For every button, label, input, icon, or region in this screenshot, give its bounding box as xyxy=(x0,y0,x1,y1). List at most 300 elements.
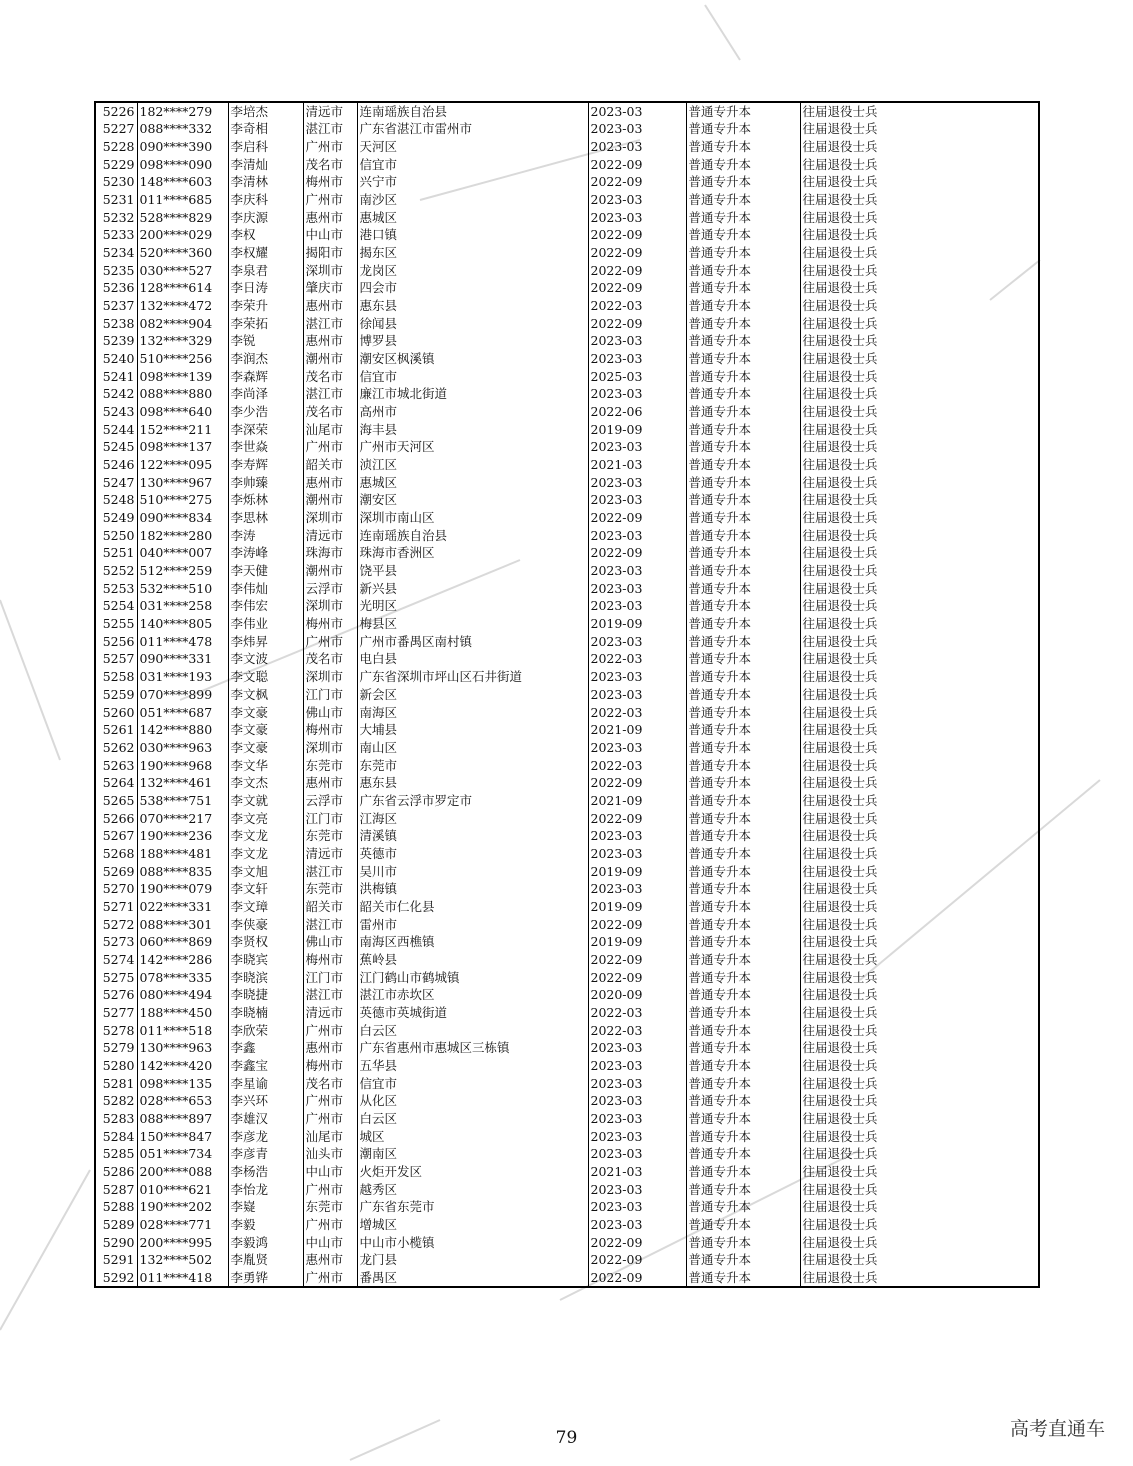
id-cell: 182****279 xyxy=(137,102,228,120)
name-cell: 李炜昇 xyxy=(228,632,303,650)
city-cell: 惠州市 xyxy=(303,774,357,792)
id-cell: 512****259 xyxy=(137,562,228,580)
id-cell: 200****029 xyxy=(137,226,228,244)
category-cell: 普通专升本 xyxy=(686,1004,800,1022)
type-cell: 往届退役士兵 xyxy=(800,226,1039,244)
serial-cell: 5242 xyxy=(95,385,137,403)
city-cell: 惠州市 xyxy=(303,1251,357,1269)
table-row xyxy=(95,1092,1039,1110)
type-cell: 往届退役士兵 xyxy=(800,827,1039,845)
category-cell: 普通专升本 xyxy=(686,491,800,509)
district-cell: 海丰县 xyxy=(357,420,588,438)
city-cell: 肇庆市 xyxy=(303,279,357,297)
category-cell: 普通专升本 xyxy=(686,933,800,951)
date-cell: 2023-03 xyxy=(588,491,686,509)
serial-cell: 5227 xyxy=(95,120,137,138)
serial-cell: 5292 xyxy=(95,1269,137,1287)
category-cell: 普通专升本 xyxy=(686,385,800,403)
table-row xyxy=(95,1251,1039,1269)
name-cell: 李彦青 xyxy=(228,1145,303,1163)
type-cell: 往届退役士兵 xyxy=(800,403,1039,421)
city-cell: 潮州市 xyxy=(303,562,357,580)
records-table xyxy=(94,101,1040,1288)
city-cell: 广州市 xyxy=(303,1110,357,1128)
date-cell: 2022-09 xyxy=(588,968,686,986)
serial-cell: 5262 xyxy=(95,739,137,757)
name-cell: 李涛 xyxy=(228,526,303,544)
name-cell: 李嶷 xyxy=(228,1198,303,1216)
city-cell: 珠海市 xyxy=(303,544,357,562)
city-cell: 清远市 xyxy=(303,526,357,544)
name-cell: 李文就 xyxy=(228,792,303,810)
brand-watermark-text: 高考直通车 xyxy=(1009,1418,1105,1440)
category-cell: 普通专升本 xyxy=(686,650,800,668)
category-cell: 普通专升本 xyxy=(686,703,800,721)
city-cell: 深圳市 xyxy=(303,261,357,279)
city-cell: 东莞市 xyxy=(303,756,357,774)
date-cell: 2023-03 xyxy=(588,1216,686,1234)
serial-cell: 5268 xyxy=(95,845,137,863)
category-cell: 普通专升本 xyxy=(686,332,800,350)
id-cell: 182****280 xyxy=(137,526,228,544)
date-cell: 2021-09 xyxy=(588,792,686,810)
serial-cell: 5277 xyxy=(95,1004,137,1022)
city-cell: 江门市 xyxy=(303,968,357,986)
city-cell: 揭阳市 xyxy=(303,244,357,262)
district-cell: 高州市 xyxy=(357,403,588,421)
date-cell: 2022-09 xyxy=(588,809,686,827)
date-cell: 2023-03 xyxy=(588,845,686,863)
district-cell: 广东省东莞市 xyxy=(357,1198,588,1216)
district-cell: 连南瑶族自治县 xyxy=(357,102,588,120)
district-cell: 白云区 xyxy=(357,1110,588,1128)
type-cell: 往届退役士兵 xyxy=(800,526,1039,544)
city-cell: 湛江市 xyxy=(303,120,357,138)
district-cell: 天河区 xyxy=(357,138,588,156)
type-cell: 往届退役士兵 xyxy=(800,1092,1039,1110)
district-cell: 中山市小榄镇 xyxy=(357,1233,588,1251)
serial-cell: 5233 xyxy=(95,226,137,244)
name-cell: 李烁林 xyxy=(228,491,303,509)
id-cell: 070****899 xyxy=(137,686,228,704)
category-cell: 普通专升本 xyxy=(686,473,800,491)
city-cell: 潮州市 xyxy=(303,350,357,368)
category-cell: 普通专升本 xyxy=(686,350,800,368)
category-cell: 普通专升本 xyxy=(686,1092,800,1110)
id-cell: 152****211 xyxy=(137,420,228,438)
category-cell: 普通专升本 xyxy=(686,862,800,880)
type-cell: 往届退役士兵 xyxy=(800,544,1039,562)
name-cell: 李毅 xyxy=(228,1216,303,1234)
city-cell: 广州市 xyxy=(303,191,357,209)
date-cell: 2023-03 xyxy=(588,880,686,898)
name-cell: 李奇相 xyxy=(228,120,303,138)
district-cell: 洪梅镇 xyxy=(357,880,588,898)
name-cell: 李兴环 xyxy=(228,1092,303,1110)
category-cell: 普通专升本 xyxy=(686,686,800,704)
date-cell: 2022-03 xyxy=(588,650,686,668)
date-cell: 2023-03 xyxy=(588,526,686,544)
date-cell: 2023-03 xyxy=(588,1145,686,1163)
city-cell: 茂名市 xyxy=(303,403,357,421)
city-cell: 梅州市 xyxy=(303,951,357,969)
type-cell: 往届退役士兵 xyxy=(800,1039,1039,1057)
category-cell: 普通专升本 xyxy=(686,138,800,156)
city-cell: 湛江市 xyxy=(303,986,357,1004)
table-row xyxy=(95,1127,1039,1145)
type-cell: 往届退役士兵 xyxy=(800,173,1039,191)
district-cell: 城区 xyxy=(357,1127,588,1145)
district-cell: 惠城区 xyxy=(357,208,588,226)
date-cell: 2022-09 xyxy=(588,951,686,969)
date-cell: 2023-03 xyxy=(588,1127,686,1145)
district-cell: 信宜市 xyxy=(357,367,588,385)
city-cell: 中山市 xyxy=(303,1163,357,1181)
table-row xyxy=(95,756,1039,774)
table-row xyxy=(95,1039,1039,1057)
serial-cell: 5253 xyxy=(95,579,137,597)
date-cell: 2023-03 xyxy=(588,1092,686,1110)
type-cell: 往届退役士兵 xyxy=(800,986,1039,1004)
category-cell: 普通专升本 xyxy=(686,155,800,173)
category-cell: 普通专升本 xyxy=(686,721,800,739)
date-cell: 2022-09 xyxy=(588,314,686,332)
serial-cell: 5278 xyxy=(95,1021,137,1039)
city-cell: 湛江市 xyxy=(303,314,357,332)
district-cell: 江海区 xyxy=(357,809,588,827)
id-cell: 190****236 xyxy=(137,827,228,845)
district-cell: 港口镇 xyxy=(357,226,588,244)
name-cell: 李怡龙 xyxy=(228,1180,303,1198)
city-cell: 广州市 xyxy=(303,632,357,650)
category-cell: 普通专升本 xyxy=(686,774,800,792)
table-row xyxy=(95,1198,1039,1216)
district-cell: 潮安区枫溪镇 xyxy=(357,350,588,368)
serial-cell: 5230 xyxy=(95,173,137,191)
city-cell: 深圳市 xyxy=(303,597,357,615)
id-cell: 090****834 xyxy=(137,509,228,527)
category-cell: 普通专升本 xyxy=(686,279,800,297)
name-cell: 李伟灿 xyxy=(228,579,303,597)
table-row xyxy=(95,226,1039,244)
id-cell: 080****494 xyxy=(137,986,228,1004)
id-cell: 051****687 xyxy=(137,703,228,721)
district-cell: 龙岗区 xyxy=(357,261,588,279)
serial-cell: 5258 xyxy=(95,668,137,686)
date-cell: 2022-09 xyxy=(588,1233,686,1251)
category-cell: 普通专升本 xyxy=(686,1251,800,1269)
date-cell: 2022-03 xyxy=(588,703,686,721)
table-row xyxy=(95,739,1039,757)
city-cell: 广州市 xyxy=(303,1180,357,1198)
name-cell: 李鑫 xyxy=(228,1039,303,1057)
type-cell: 往届退役士兵 xyxy=(800,703,1039,721)
serial-cell: 5290 xyxy=(95,1233,137,1251)
type-cell: 往届退役士兵 xyxy=(800,968,1039,986)
table-row xyxy=(95,1180,1039,1198)
serial-cell: 5226 xyxy=(95,102,137,120)
city-cell: 清远市 xyxy=(303,102,357,120)
serial-cell: 5281 xyxy=(95,1074,137,1092)
district-cell: 电白县 xyxy=(357,650,588,668)
type-cell: 往届退役士兵 xyxy=(800,332,1039,350)
id-cell: 190****079 xyxy=(137,880,228,898)
city-cell: 东莞市 xyxy=(303,880,357,898)
table-row xyxy=(95,1269,1039,1287)
city-cell: 茂名市 xyxy=(303,1074,357,1092)
district-cell: 珠海市香洲区 xyxy=(357,544,588,562)
date-cell: 2025-03 xyxy=(588,367,686,385)
date-cell: 2023-03 xyxy=(588,632,686,650)
city-cell: 广州市 xyxy=(303,1269,357,1287)
name-cell: 李荣升 xyxy=(228,297,303,315)
table-row xyxy=(95,367,1039,385)
id-cell: 088****301 xyxy=(137,915,228,933)
name-cell: 李涛峰 xyxy=(228,544,303,562)
serial-cell: 5270 xyxy=(95,880,137,898)
category-cell: 普通专升本 xyxy=(686,1180,800,1198)
category-cell: 普通专升本 xyxy=(686,438,800,456)
type-cell: 往届退役士兵 xyxy=(800,1269,1039,1287)
date-cell: 2023-03 xyxy=(588,1110,686,1128)
serial-cell: 5251 xyxy=(95,544,137,562)
city-cell: 惠州市 xyxy=(303,297,357,315)
name-cell: 李侠豪 xyxy=(228,915,303,933)
city-cell: 深圳市 xyxy=(303,668,357,686)
date-cell: 2019-09 xyxy=(588,933,686,951)
name-cell: 李启科 xyxy=(228,138,303,156)
type-cell: 往届退役士兵 xyxy=(800,1180,1039,1198)
table-row xyxy=(95,1216,1039,1234)
date-cell: 2022-09 xyxy=(588,544,686,562)
date-cell: 2023-03 xyxy=(588,332,686,350)
category-cell: 普通专升本 xyxy=(686,173,800,191)
id-cell: 132****461 xyxy=(137,774,228,792)
table-row xyxy=(95,1057,1039,1075)
table-row xyxy=(95,1074,1039,1092)
type-cell: 往届退役士兵 xyxy=(800,438,1039,456)
type-cell: 往届退役士兵 xyxy=(800,615,1039,633)
category-cell: 普通专升本 xyxy=(686,1057,800,1075)
table-row xyxy=(95,862,1039,880)
category-cell: 普通专升本 xyxy=(686,632,800,650)
serial-cell: 5289 xyxy=(95,1216,137,1234)
date-cell: 2023-03 xyxy=(588,562,686,580)
name-cell: 李权 xyxy=(228,226,303,244)
date-cell: 2023-03 xyxy=(588,473,686,491)
id-cell: 070****217 xyxy=(137,809,228,827)
category-cell: 普通专升本 xyxy=(686,739,800,757)
type-cell: 往届退役士兵 xyxy=(800,579,1039,597)
table-row xyxy=(95,385,1039,403)
serial-cell: 5260 xyxy=(95,703,137,721)
table-row xyxy=(95,314,1039,332)
name-cell: 李毅鸿 xyxy=(228,1233,303,1251)
category-cell: 普通专升本 xyxy=(686,120,800,138)
category-cell: 普通专升本 xyxy=(686,544,800,562)
name-cell: 李文亮 xyxy=(228,809,303,827)
id-cell: 130****963 xyxy=(137,1039,228,1057)
category-cell: 普通专升本 xyxy=(686,208,800,226)
district-cell: 新兴县 xyxy=(357,579,588,597)
name-cell: 李雄汉 xyxy=(228,1110,303,1128)
city-cell: 梅州市 xyxy=(303,173,357,191)
name-cell: 李伟宏 xyxy=(228,597,303,615)
type-cell: 往届退役士兵 xyxy=(800,721,1039,739)
serial-cell: 5272 xyxy=(95,915,137,933)
category-cell: 普通专升本 xyxy=(686,1145,800,1163)
type-cell: 往届退役士兵 xyxy=(800,809,1039,827)
city-cell: 梅州市 xyxy=(303,1057,357,1075)
id-cell: 088****332 xyxy=(137,120,228,138)
id-cell: 200****088 xyxy=(137,1163,228,1181)
serial-cell: 5250 xyxy=(95,526,137,544)
serial-cell: 5267 xyxy=(95,827,137,845)
id-cell: 088****897 xyxy=(137,1110,228,1128)
city-cell: 梅州市 xyxy=(303,615,357,633)
district-cell: 蕉岭县 xyxy=(357,951,588,969)
name-cell: 李日涛 xyxy=(228,279,303,297)
table-row xyxy=(95,1021,1039,1039)
id-cell: 140****805 xyxy=(137,615,228,633)
category-cell: 普通专升本 xyxy=(686,509,800,527)
district-cell: 潮南区 xyxy=(357,1145,588,1163)
city-cell: 佛山市 xyxy=(303,933,357,951)
table-row xyxy=(95,632,1039,650)
city-cell: 惠州市 xyxy=(303,332,357,350)
date-cell: 2023-03 xyxy=(588,208,686,226)
id-cell: 122****095 xyxy=(137,456,228,474)
name-cell: 李星谕 xyxy=(228,1074,303,1092)
name-cell: 李权耀 xyxy=(228,244,303,262)
serial-cell: 5246 xyxy=(95,456,137,474)
serial-cell: 5255 xyxy=(95,615,137,633)
category-cell: 普通专升本 xyxy=(686,951,800,969)
serial-cell: 5283 xyxy=(95,1110,137,1128)
serial-cell: 5256 xyxy=(95,632,137,650)
district-cell: 揭东区 xyxy=(357,244,588,262)
date-cell: 2019-09 xyxy=(588,862,686,880)
type-cell: 往届退役士兵 xyxy=(800,297,1039,315)
date-cell: 2022-03 xyxy=(588,1004,686,1022)
type-cell: 往届退役士兵 xyxy=(800,668,1039,686)
category-cell: 普通专升本 xyxy=(686,244,800,262)
district-cell: 江门鹤山市鹤城镇 xyxy=(357,968,588,986)
district-cell: 南沙区 xyxy=(357,191,588,209)
type-cell: 往届退役士兵 xyxy=(800,1127,1039,1145)
type-cell: 往届退役士兵 xyxy=(800,915,1039,933)
id-cell: 028****653 xyxy=(137,1092,228,1110)
city-cell: 韶关市 xyxy=(303,898,357,916)
type-cell: 往届退役士兵 xyxy=(800,686,1039,704)
serial-cell: 5249 xyxy=(95,509,137,527)
serial-cell: 5244 xyxy=(95,420,137,438)
city-cell: 清远市 xyxy=(303,1004,357,1022)
serial-cell: 5231 xyxy=(95,191,137,209)
date-cell: 2023-03 xyxy=(588,120,686,138)
date-cell: 2023-03 xyxy=(588,1180,686,1198)
date-cell: 2021-03 xyxy=(588,1163,686,1181)
name-cell: 李思林 xyxy=(228,509,303,527)
serial-cell: 5261 xyxy=(95,721,137,739)
table-row xyxy=(95,951,1039,969)
table-row xyxy=(95,650,1039,668)
table-row xyxy=(95,544,1039,562)
name-cell: 李胤贤 xyxy=(228,1251,303,1269)
city-cell: 中山市 xyxy=(303,1233,357,1251)
serial-cell: 5239 xyxy=(95,332,137,350)
type-cell: 往届退役士兵 xyxy=(800,650,1039,668)
id-cell: 142****420 xyxy=(137,1057,228,1075)
district-cell: 广州市天河区 xyxy=(357,438,588,456)
date-cell: 2022-09 xyxy=(588,279,686,297)
date-cell: 2022-09 xyxy=(588,226,686,244)
category-cell: 普通专升本 xyxy=(686,1163,800,1181)
name-cell: 李森辉 xyxy=(228,367,303,385)
category-cell: 普通专升本 xyxy=(686,1269,800,1287)
table-row xyxy=(95,102,1039,120)
type-cell: 往届退役士兵 xyxy=(800,102,1039,120)
name-cell: 李文聪 xyxy=(228,668,303,686)
serial-cell: 5269 xyxy=(95,862,137,880)
district-cell: 从化区 xyxy=(357,1092,588,1110)
category-cell: 普通专升本 xyxy=(686,827,800,845)
table-row xyxy=(95,173,1039,191)
serial-cell: 5245 xyxy=(95,438,137,456)
city-cell: 潮州市 xyxy=(303,491,357,509)
date-cell: 2023-03 xyxy=(588,191,686,209)
district-cell: 东莞市 xyxy=(357,756,588,774)
city-cell: 惠州市 xyxy=(303,208,357,226)
table-row xyxy=(95,526,1039,544)
name-cell: 李贤权 xyxy=(228,933,303,951)
category-cell: 普通专升本 xyxy=(686,456,800,474)
date-cell: 2023-03 xyxy=(588,827,686,845)
table-row xyxy=(95,297,1039,315)
type-cell: 往届退役士兵 xyxy=(800,350,1039,368)
serial-cell: 5286 xyxy=(95,1163,137,1181)
name-cell: 李荣拓 xyxy=(228,314,303,332)
name-cell: 李文豪 xyxy=(228,739,303,757)
table-row xyxy=(95,509,1039,527)
name-cell: 李文波 xyxy=(228,650,303,668)
table-row xyxy=(95,438,1039,456)
serial-cell: 5241 xyxy=(95,367,137,385)
city-cell: 广州市 xyxy=(303,438,357,456)
category-cell: 普通专升本 xyxy=(686,809,800,827)
type-cell: 往届退役士兵 xyxy=(800,880,1039,898)
table-row xyxy=(95,208,1039,226)
table-row xyxy=(95,774,1039,792)
city-cell: 深圳市 xyxy=(303,739,357,757)
name-cell: 李庆科 xyxy=(228,191,303,209)
district-cell: 越秀区 xyxy=(357,1180,588,1198)
district-cell: 浈江区 xyxy=(357,456,588,474)
serial-cell: 5276 xyxy=(95,986,137,1004)
district-cell: 惠东县 xyxy=(357,297,588,315)
serial-cell: 5282 xyxy=(95,1092,137,1110)
category-cell: 普通专升本 xyxy=(686,1110,800,1128)
category-cell: 普通专升本 xyxy=(686,756,800,774)
table-row xyxy=(95,420,1039,438)
name-cell: 李文豪 xyxy=(228,703,303,721)
type-cell: 往届退役士兵 xyxy=(800,138,1039,156)
date-cell: 2022-03 xyxy=(588,1021,686,1039)
id-cell: 088****880 xyxy=(137,385,228,403)
table-row xyxy=(95,880,1039,898)
name-cell: 李润杰 xyxy=(228,350,303,368)
city-cell: 湛江市 xyxy=(303,915,357,933)
